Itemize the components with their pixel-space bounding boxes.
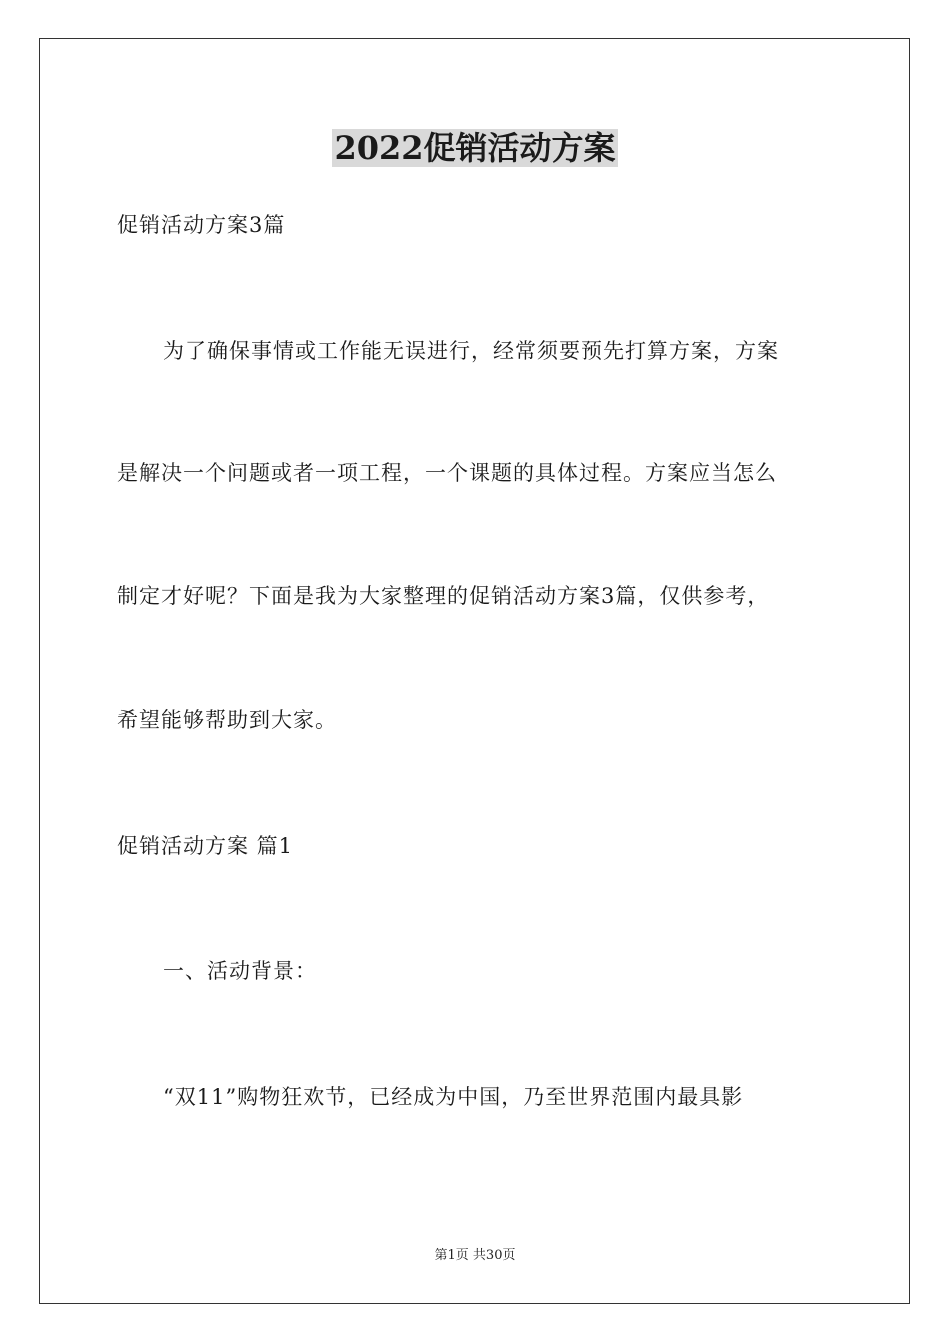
intro-line-2: 是解决一个问题或者一项工程，一个课题的具体过程。方案应当怎么	[117, 461, 777, 485]
document-title-text: 2022促销活动方案	[334, 129, 616, 167]
intro-line-3: 制定才好呢？下面是我为大家整理的促销活动方案3篇，仅供参考，	[117, 584, 770, 608]
body-line: “双11”购物狂欢节，已经成为中国，乃至世界范围内最具影	[163, 1085, 744, 1109]
intro-line-4: 希望能够帮助到大家。	[117, 708, 337, 732]
subsection-heading: 一、活动背景：	[163, 959, 317, 983]
intro-line-1: 为了确保事情或工作能无误进行，经常须要预先打算方案，方案	[163, 339, 779, 363]
document-subtitle: 促销活动方案3篇	[117, 213, 286, 237]
section-heading: 促销活动方案 篇1	[117, 834, 294, 858]
page-footer: 第1页 共30页	[434, 1248, 516, 1263]
document-title	[0, 126, 950, 170]
